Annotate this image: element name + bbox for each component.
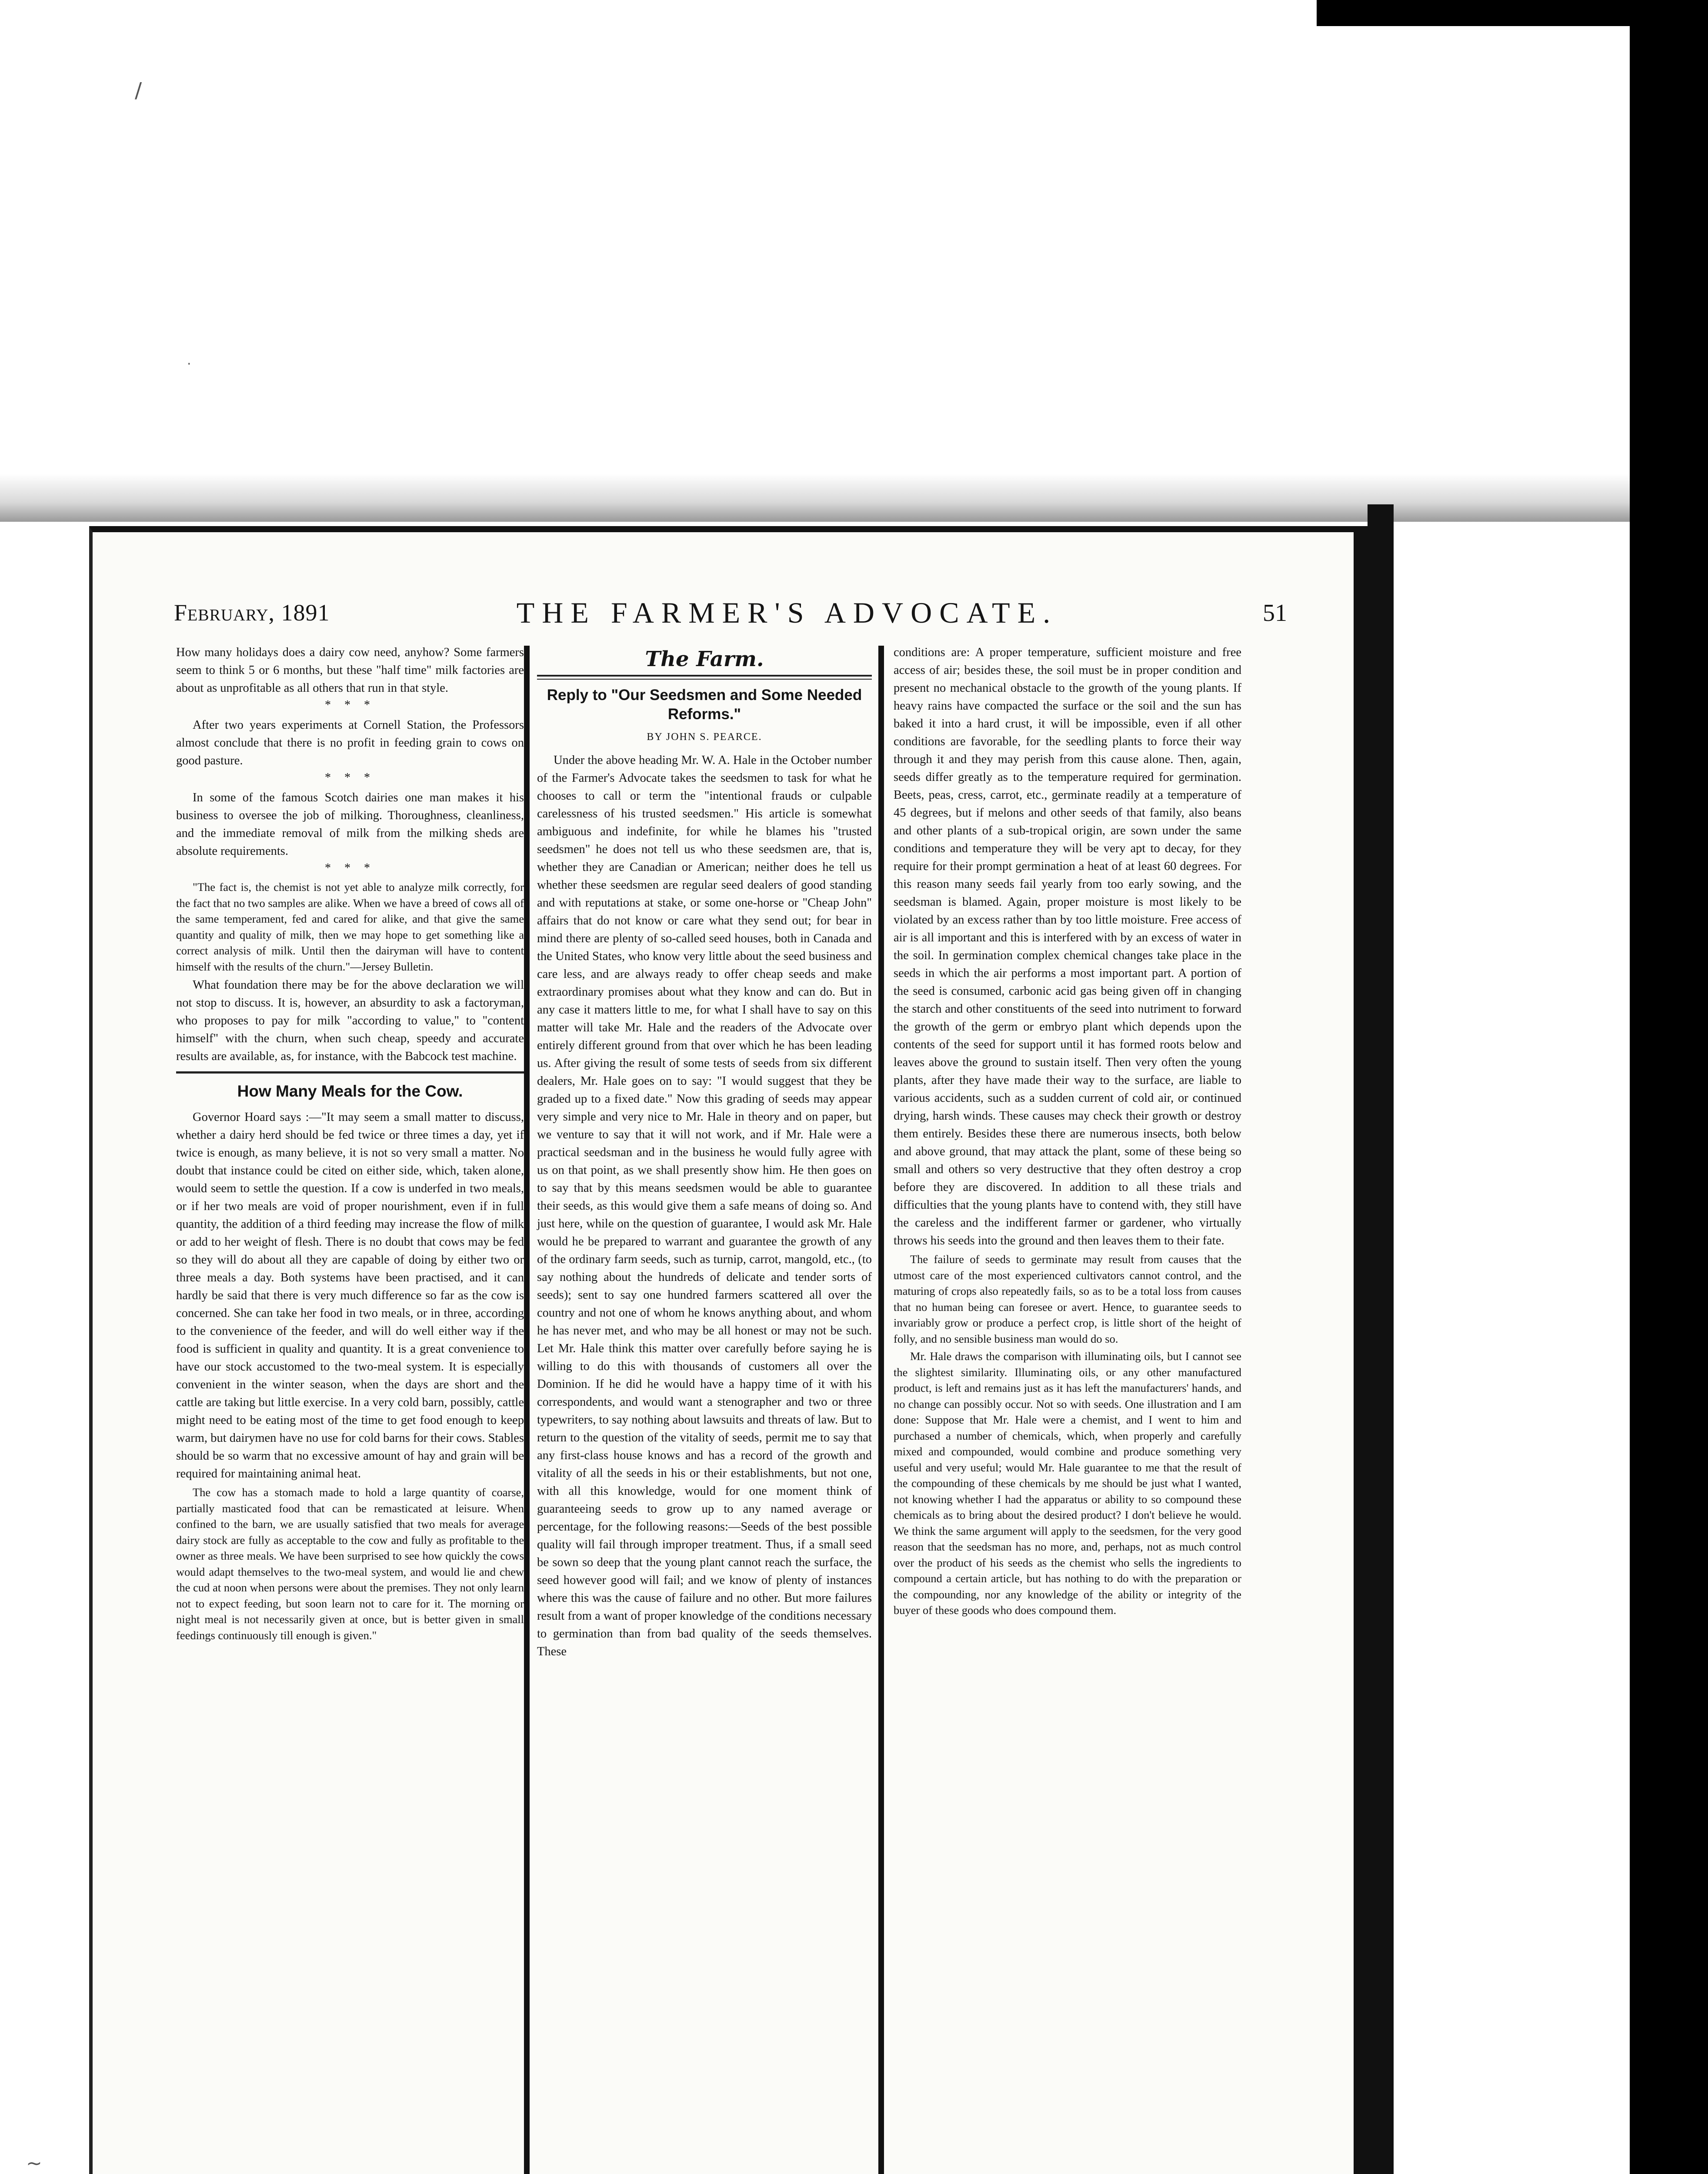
column-rule-right bbox=[878, 646, 884, 2174]
section-rule bbox=[176, 1071, 524, 1074]
paragraph-cornell: After two years experiments at Cornell Station, the Professors almost conclude that there is no profit in feeding grain to cows on good pasture. bbox=[176, 718, 524, 767]
newspaper-title: THE FARMER'S ADVOCATE. bbox=[516, 596, 1058, 629]
department-heading: The Farm. bbox=[645, 647, 764, 671]
paragraph-illuminating-oils: Mr. Hale draws the comparison with illuminating oils, but I cannot see the slightest similarity. Illuminating oils, or any other manufactured product, is left and remains just as it has left the manufacturers' hands, and no change can possibly occur. Not so with seeds. One illustration and I am done: Suppose that Mr. Hale were a chemist, and I went to him and purchased a number of chemicals, which, when properly and carefully mixed and compounded, would combine and produce something very useful and very useful; would Mr. Hale guarantee to me that the result of the compounding of these chemicals by me should be just what I wanted, not knowing whether I had the apparatus or ability to so compound these chemicals as to bring about the desired product? I don't believe he would. We think the same argument will apply to the seedsmen, for the very good reason that the seedsman has no more, and, perhaps, not as much control over the product of his seeds as the chemist who sells the ingredients to compound a certain article, but has nothing to do with the preparation or the compounding, nor any knowledge of the ability or integrity of the buyer of these goods who does compound them. bbox=[894, 1350, 1241, 1617]
masthead bbox=[174, 596, 1287, 635]
left-column bbox=[176, 644, 524, 1645]
paragraph-scotch-dairies: In some of the famous Scotch dairies one man makes it his business to oversee the job of milking. Thoroughness, cleanliness, and the immediate removal of milk from the milking sheds are absolute requirements. bbox=[176, 791, 524, 858]
paragraph-germination-conditions: conditions are: A proper temperature, sufficient moisture and free access of air; besides these, the soil must be in proper condition and present no mechanical obstacle to the growth of the young plants. If heavy rains have compacted the surface or the soil and the sun has baked it into a hard crust, it will be impossible, even if all other conditions are favorable, for the seedling plants to force their way through it and they may perish from this cause alone. Then, again, seeds differ greatly as to the temperature required for germination. Beets, peas, cress, carrot, etc., germinate readily at a temperature of 45 degrees, but if melons and other seeds of that family, also beans and other plants of a sub-tropical origin, are sown under the same conditions and temperature they will be very apt to decay, for they require for their prompt germination a heat of at least 60 degrees. For this reason many seeds fail yearly from too early sowing, and the seedsman is blamed. Again, proper moisture is most likely to be violated by an excess rather than by too little moisture. Free access of air is all important and this is interfered with by an excess of water in the soil. In germination complex chemical changes take place in the seeds in which the air performs a most important part. A portion of the seed is consumed, carbonic acid gas being given off in changing the starch and other constituents of the seed into nutriment to forward the growth of the germ or embryo plant which depends upon the contents of the seed for support until it has formed roots below and leaves above the ground to sustain itself. Then very often the young plants, after they have made their way to the surface, are liable to various accidents, such as a sudden current of cold air, or continued drying, harsh winds. These causes may check their growth or destroy them entirely. Besides these there are numerous insects, both below and above ground, that may attack the plant, some of these being so small and others so very destructive that they often destroy a crop before they are discovered. In addition to all these trials and difficulties that the young plants have to contend with, they still have the careless and the indifferent farmer or gardener, who virtually throws his seeds into the ground and then leaves them to their fate. bbox=[894, 646, 1241, 1247]
margin-dot-mark: · bbox=[187, 357, 191, 372]
margin-scribble-mark: ~ bbox=[26, 2152, 42, 2174]
scan-border-right bbox=[1630, 0, 1708, 2174]
section-separator: * * * bbox=[325, 861, 375, 875]
paragraph-governor-hoard: Governor Hoard says :—"It may seem a small matter to discuss, whether a dairy herd should be fed twice or three times a day, yet if twice is enough, as many believe, it is not so very small a matter. No doubt that instance could be cited on either side, which, taken alone, would seem to settle the question. If a cow is underfed in two meals, or if her two meals are void of proper nourishment, even if in full quantity, the addition of a third feeding may increase the flow of milk or add to her weight of flesh. There is no doubt that cows may be fed so they will do about all they are capable of doing by either two or three meals a day. Both systems have been practised, and it can hardly be said that there is very much difference so far as the cow is concerned. She can take her food in two meals, or in three, according to the convenience of the feeder, and will do well either way if the food is sufficient in quality and quantity. It is a great convenience to have our stock accustomed to the two-meal system. It is especially convenient in the winter season, when the days are short and the cattle are taking but little exercise. In a very cold barn, possibly, cattle might need to be eating most of the time to get food enough to keep warm, but dairymen have no use for cold barns for their cows. Stables should be so warm that no excessive amount of hay and grain will be required for maintaining animal heat. bbox=[176, 1110, 524, 1480]
paragraph-failure-of-seeds: The failure of seeds to germinate may result from causes that the utmost care of the most experienced cultivators cannot control, and the maturing of crops also repeatedly fails, so as to be a total loss from causes that no human being can foresee or avert. Hence, to guarantee seeds to invariably grow or produce a perfect crop, is little short of the height of folly, and no sensible business man would do so. bbox=[894, 1253, 1241, 1345]
paragraph-jersey-bulletin: "The fact is, the chemist is not yet able to analyze milk correctly, for the fact that no two samples are alike. When we have a breed of cows all of the same temperament, fed and cared for alike, and that give the same quantity and quality of milk, then we may hope to get something like a correct analysis of milk. Until then the dairyman will have to content himself with the results of the churn."—Jersey Bulletin. bbox=[176, 880, 524, 973]
article-byline: BY JOHN S. PEARCE. bbox=[647, 731, 762, 743]
margin-pencil-mark: / bbox=[135, 78, 142, 103]
article-heading-seedsmen: Reply to "Our Seedsmen and Some Needed Reforms." bbox=[547, 687, 862, 723]
article-heading-meals: How Many Meals for the Cow. bbox=[237, 1082, 463, 1100]
page-right-frame bbox=[1368, 504, 1394, 2174]
paragraph-seedsmen-reply: Under the above heading Mr. W. A. Hale in the October number of the Farmer's Advocate takes the seedsmen to task for what he chooses to call or term the "intentional frauds or culpable carelessness of his trusted seedsmen." His article is somewhat ambiguous and indefinite, for while he blames his "trusted seedsmen" he does not tell us who these seedsmen are, that is, whether they are Canadian or American; neither does he tell us whether these seedsmen are regular seed dealers of good standing and with reputations at stake, or some one-horse or "Cheap John" affairs that do not know or care what they send out; for bear in mind there are plenty of so-called seed houses, both in Canada and the United States, who know very little about the seed business and care less, and are always ready to offer cheap seeds and make extraordinary promises about what they know and can do. But in any case it matters little to me, for what I shall have to say on this matter will take Mr. Hale and the readers of the Advocate over entirely different ground from that over which he has been leading us. After giving the result of some tests of seeds from six different dealers, Mr. Hale goes on to say: "I would suggest that they be graded up to a fixed date." Now this grading of seeds may appear very simple and very nice to Mr. Hale in theory and on paper, but we venture to say that it will not work, and if Mr. Hale were a practical seedsman and in the business he would fully agree with us on that point, as we shall presently show him. He then goes on to say that by this means seedsmen would be able to guarantee their seeds, as this would give them a safe means of doing so. And just here, while on the question of guarantee, I would ask Mr. Hale would he be prepared to warrant and guarantee the growth of any of the ordinary farm seeds, such as turnip, carrot, mangold, etc., (to say nothing about the hundreds of delicate and tender sorts of seeds); sent to say one hundred farmers scattered all over the country and not one of whom he knows anything about, and whom he has never met, and who may be all honest or may not be such. Let Mr. Hale think this matter over carefully before saying he is willing to do this with thousands of customers all over the Dominion. If he did he would have a happy time of it with his correspondents, and would want a stenographer and two or three typewriters, to say nothing about lawsuits and threats of law. But to return to the question of the vitality of seeds, permit me to say that any first-class house knows and has a record of the growth and vitality of all the seeds in his or their establishments, but not one, with all this knowledge, would for one moment think of guaranteeing seeds to grow up to any named average or percentage, for the following reasons:—Seeds of the best possible quality will fail through improper treatment. Thus, if a small seed be sown so deep that the young plant cannot reach the surface, the seed however good will fail; and we know of plenty of instances where this was the cause of failure and no other. But more failures result from a want of proper knowledge of the conditions necessary to germination than from bad quality of the seeds themselves. These bbox=[537, 754, 872, 1658]
department-rule bbox=[537, 675, 872, 680]
section-separator: * * * bbox=[325, 771, 375, 784]
paragraph-cow-stomach: The cow has a stomach made to hold a large quantity of coarse, partially masticated food that can be remasticated at leisure. When confined to the barn, we are usually satisfied that two meals for average dairy stock are fully as acceptable to the cow and fully as profitable to the owner as three meals. We have been surprised to see how quickly the cows would adapt themselves to the two-meal system, and would lie and chew the cud at noon when persons were about the premises. They not only learn not to expect feeding, but soon learn not to care for it. The morning or night meal is not necessarily given at once, but is better given in small feedings continuously till enough is given." bbox=[176, 1486, 524, 1642]
column-rule-left bbox=[524, 646, 530, 2174]
paragraph-holidays: How many holidays does a dairy cow need, anyhow? Some farmers seem to think 5 or 6 months, but these "half time" milk factories are about as unprofitable as all others that run in that style. bbox=[176, 646, 524, 695]
middle-column bbox=[537, 647, 872, 1662]
section-separator: * * * bbox=[325, 698, 375, 712]
page-number: 51 bbox=[1263, 600, 1287, 627]
paragraph-foundation: What foundation there may be for the above declaration we will not stop to discuss. It is, however, an absurdity to ask a factoryman, who proposes to pay for milk "according to value," to "content himself" with the churn, when such cheap, speedy and accurate results are available, as, for instance, with the Babcock test machine. bbox=[176, 978, 524, 1063]
right-column bbox=[894, 644, 1241, 1620]
issue-date: February, 1891 bbox=[174, 600, 330, 626]
